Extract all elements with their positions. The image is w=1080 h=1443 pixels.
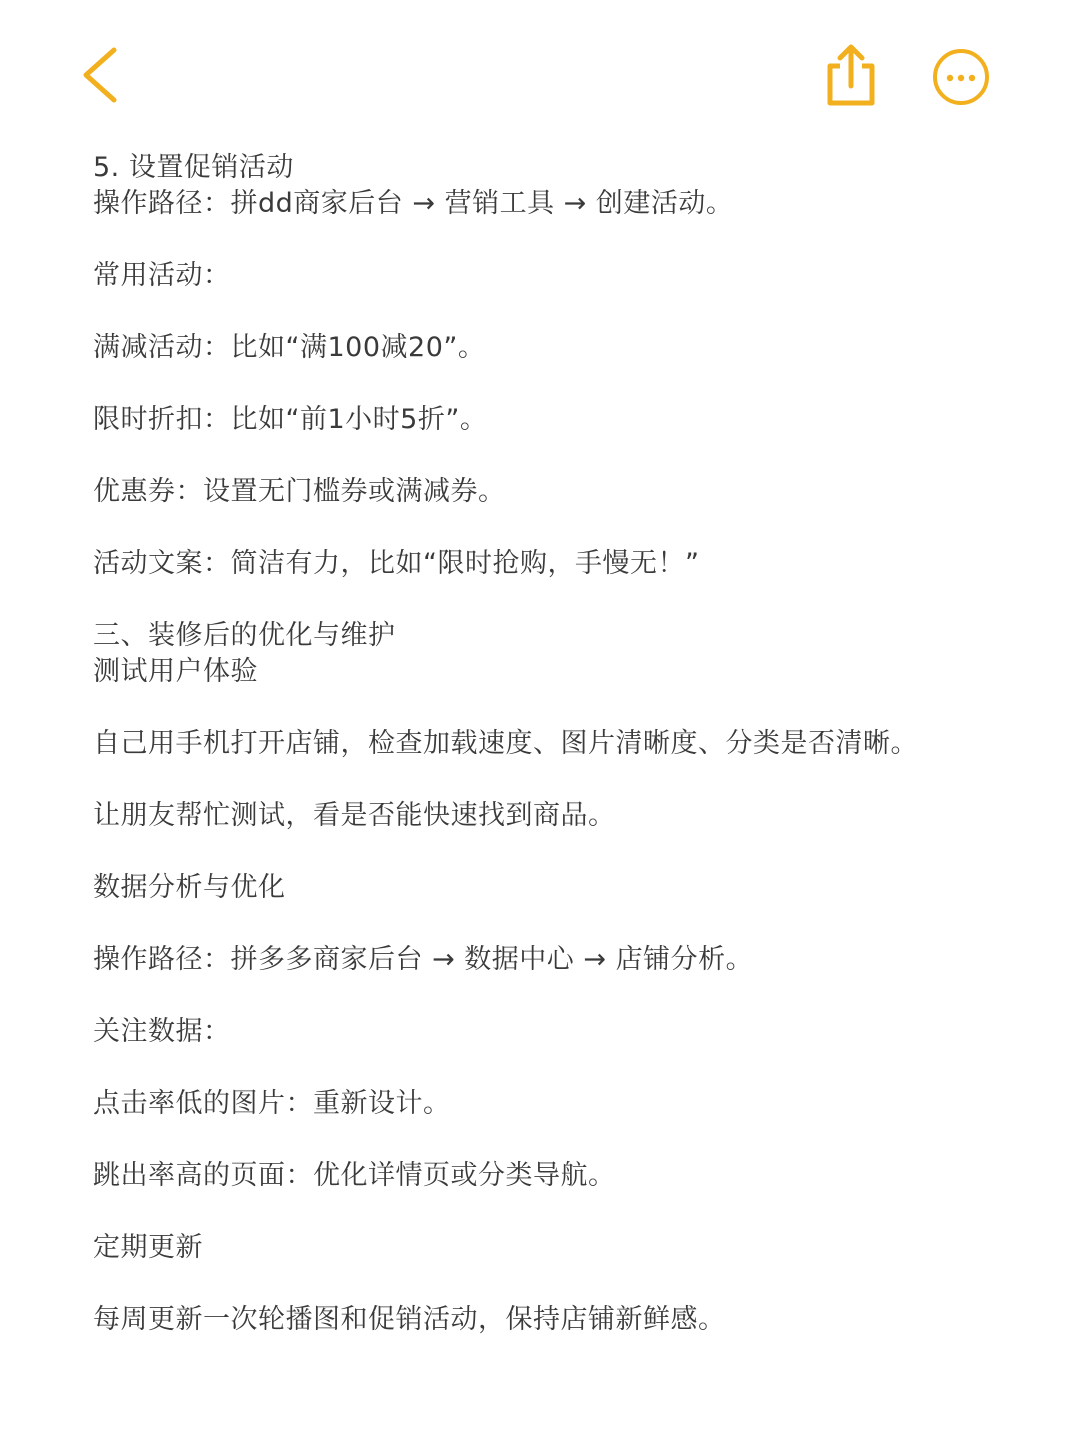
- note-line: 满减活动：比如“满100减20”。: [93, 332, 486, 363]
- note-line: [93, 438, 1023, 474]
- note-line: 优惠券：设置无门槛券或满减券。: [93, 476, 506, 507]
- more-button[interactable]: [928, 44, 994, 110]
- share-button[interactable]: [818, 40, 884, 110]
- note-line: 自己用手机打开店铺，检查加载速度、图片清晰度、分类是否清晰。: [93, 728, 918, 759]
- note-line: 数据分析与优化: [93, 872, 286, 903]
- note-line: 操作路径：拼多多商家后台 → 数据中心 → 店铺分析。: [93, 944, 754, 975]
- note-line: 跳出率高的页面：优化详情页或分类导航。: [93, 1160, 616, 1191]
- note-line: [93, 222, 1023, 258]
- note-body: [93, 150, 1023, 1338]
- note-line: [93, 582, 1023, 618]
- note-line: 测试用户体验: [93, 656, 258, 687]
- more-icon: [928, 44, 994, 110]
- note-line: [93, 510, 1023, 546]
- note-line: 关注数据：: [93, 1016, 231, 1047]
- note-line: 5. 设置促销活动: [93, 152, 294, 183]
- note-line: 点击率低的图片：重新设计。: [93, 1088, 451, 1119]
- note-line: 三、装修后的优化与维护: [93, 620, 396, 651]
- note-line: [93, 1266, 1023, 1302]
- note-line: [93, 366, 1023, 402]
- note-line: 操作路径：拼dd商家后台 → 营销工具 → 创建活动。: [93, 188, 734, 219]
- note-line: [93, 834, 1023, 870]
- note-line: 定期更新: [93, 1232, 203, 1263]
- back-button[interactable]: [70, 40, 130, 110]
- note-line: 让朋友帮忙测试，看是否能快速找到商品。: [93, 800, 616, 831]
- note-line: 活动文案：简洁有力，比如“限时抢购，手慢无！”: [93, 548, 700, 579]
- note-line: [93, 1194, 1023, 1230]
- note-line: [93, 690, 1023, 726]
- note-line: [93, 1050, 1023, 1086]
- note-line: [93, 1122, 1023, 1158]
- top-toolbar: [0, 0, 1080, 140]
- note-line: [93, 978, 1023, 1014]
- note-line: 限时折扣：比如“前1小时5折”。: [93, 404, 488, 435]
- note-line: [93, 294, 1023, 330]
- note-line: 每周更新一次轮播图和促销活动，保持店铺新鲜感。: [93, 1304, 726, 1335]
- note-line: 常用活动：: [93, 260, 231, 291]
- chevron-left-icon: [70, 40, 130, 110]
- share-icon: [818, 40, 884, 110]
- note-line: [93, 762, 1023, 798]
- note-line: [93, 906, 1023, 942]
